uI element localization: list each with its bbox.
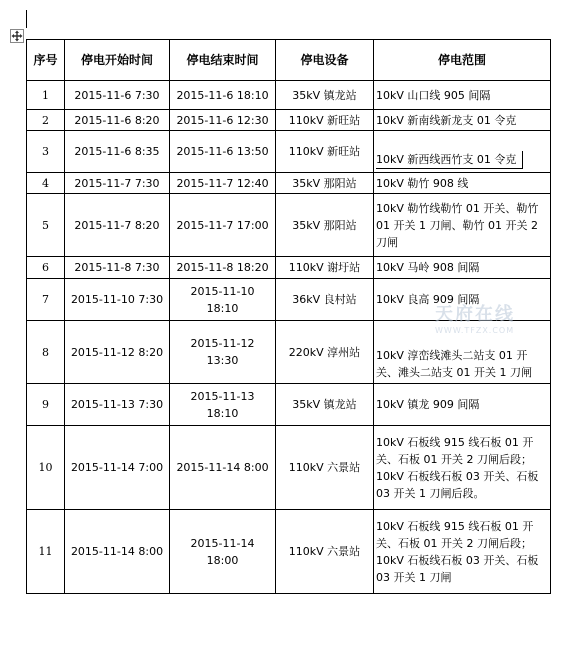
row-start-time: 2015-11-12 8:20	[65, 321, 170, 384]
table-row	[27, 81, 551, 110]
table-row	[27, 279, 551, 321]
row-end-time: 2015-11-7 17:00	[170, 194, 276, 257]
row-seq: 6	[27, 257, 65, 279]
row-range: 10kV 石板线 915 线石板 01 开关、石板 01 开关 2 刀闸后段；10kV 石板线石板 03 开关、石板 03 开关 1 刀闸后段。	[374, 426, 551, 510]
row-end-time: 2015-11-14 8:00	[170, 426, 276, 510]
row-seq: 4	[27, 173, 65, 194]
row-start-time: 2015-11-14 8:00	[65, 510, 170, 594]
row-range: 10kV 镇龙 909 间隔	[374, 384, 551, 426]
row-start-time: 2015-11-7 7:30	[65, 173, 170, 194]
table-row	[27, 110, 551, 131]
row-range: 10kV 新南线新龙支 01 令克	[374, 110, 551, 131]
row-device: 36kV 良村站	[276, 279, 374, 321]
row-range: 10kV 良高 909 间隔	[374, 279, 551, 321]
row-seq: 9	[27, 384, 65, 426]
row-end-time: 2015-11-7 12:40	[170, 173, 276, 194]
header-seq: 序号	[27, 40, 65, 81]
table-row	[27, 384, 551, 426]
row-end-time: 2015-11-6 12:30	[170, 110, 276, 131]
move-arrows-icon[interactable]	[10, 29, 24, 43]
row-device: 35kV 那阳站	[276, 194, 374, 257]
row-range: 10kV 石板线 915 线石板 01 开关、石板 01 开关 2 刀闸后段；10kV 石板线石板 03 开关、石板 03 开关 1 刀闸	[374, 510, 551, 594]
header-device: 停电设备	[276, 40, 374, 81]
row-range: 10kV 淳峦线滩头二站支 01 开关、滩头二站支 01 开关 1 刀闸	[374, 321, 551, 384]
table-row	[27, 194, 551, 257]
row-seq: 5	[27, 194, 65, 257]
row-device: 35kV 那阳站	[276, 173, 374, 194]
row-end-time: 2015-11-10 18:10	[170, 279, 276, 321]
row-device: 35kV 镇龙站	[276, 81, 374, 110]
row-range: 10kV 新西线西竹支 01 令克	[376, 151, 523, 169]
row-end-time: 2015-11-6 18:10	[170, 81, 276, 110]
row-seq: 11	[27, 510, 65, 594]
header-start-time: 停电开始时间	[65, 40, 170, 81]
row-seq: 7	[27, 279, 65, 321]
row-range: 10kV 勒竹线勒竹 01 开关、勒竹 01 开关 1 刀闸、勒竹 01 开关 2 刀闸	[374, 194, 551, 257]
row-device: 110kV 谢圩站	[276, 257, 374, 279]
row-seq: 2	[27, 110, 65, 131]
row-seq: 1	[27, 81, 65, 110]
row-device: 110kV 六景站	[276, 426, 374, 510]
row-device: 110kV 六景站	[276, 510, 374, 594]
row-seq: 8	[27, 321, 65, 384]
row-start-time: 2015-11-10 7:30	[65, 279, 170, 321]
row-device: 35kV 镇龙站	[276, 384, 374, 426]
watermark-sub: WWW.TFZX.COM	[435, 326, 515, 335]
header-end-time: 停电结束时间	[170, 40, 276, 81]
table-row	[27, 131, 551, 173]
row-range: 10kV 勒竹 908 线	[374, 173, 551, 194]
table-row	[27, 321, 551, 384]
row-start-time: 2015-11-14 7:00	[65, 426, 170, 510]
row-device: 110kV 新旺站	[276, 110, 374, 131]
row-device: 110kV 新旺站	[276, 131, 374, 173]
table-row	[27, 257, 551, 279]
table-header-row	[27, 40, 551, 81]
row-end-time: 2015-11-8 18:20	[170, 257, 276, 279]
text-cursor	[26, 10, 27, 28]
row-start-time: 2015-11-13 7:30	[65, 384, 170, 426]
row-end-time: 2015-11-12 13:30	[170, 321, 276, 384]
row-range-cell	[374, 131, 551, 173]
watermark-main: 天府在线	[435, 304, 515, 325]
row-start-time: 2015-11-6 7:30	[65, 81, 170, 110]
row-seq: 3	[27, 131, 65, 173]
row-device: 220kV 淳州站	[276, 321, 374, 384]
row-range: 10kV 马岭 908 间隔	[374, 257, 551, 279]
table-row	[27, 510, 551, 594]
row-start-time: 2015-11-8 7:30	[65, 257, 170, 279]
outage-schedule-table	[26, 39, 551, 594]
row-start-time: 2015-11-6 8:20	[65, 110, 170, 131]
header-range: 停电范围	[374, 40, 551, 81]
row-end-time: 2015-11-14 18:00	[170, 510, 276, 594]
table-row	[27, 426, 551, 510]
row-start-time: 2015-11-6 8:35	[65, 131, 170, 173]
row-range: 10kV 山口线 905 间隔	[374, 81, 551, 110]
table-row	[27, 173, 551, 194]
row-end-time: 2015-11-13 18:10	[170, 384, 276, 426]
row-end-time: 2015-11-6 13:50	[170, 131, 276, 173]
row-start-time: 2015-11-7 8:20	[65, 194, 170, 257]
row-seq: 10	[27, 426, 65, 510]
